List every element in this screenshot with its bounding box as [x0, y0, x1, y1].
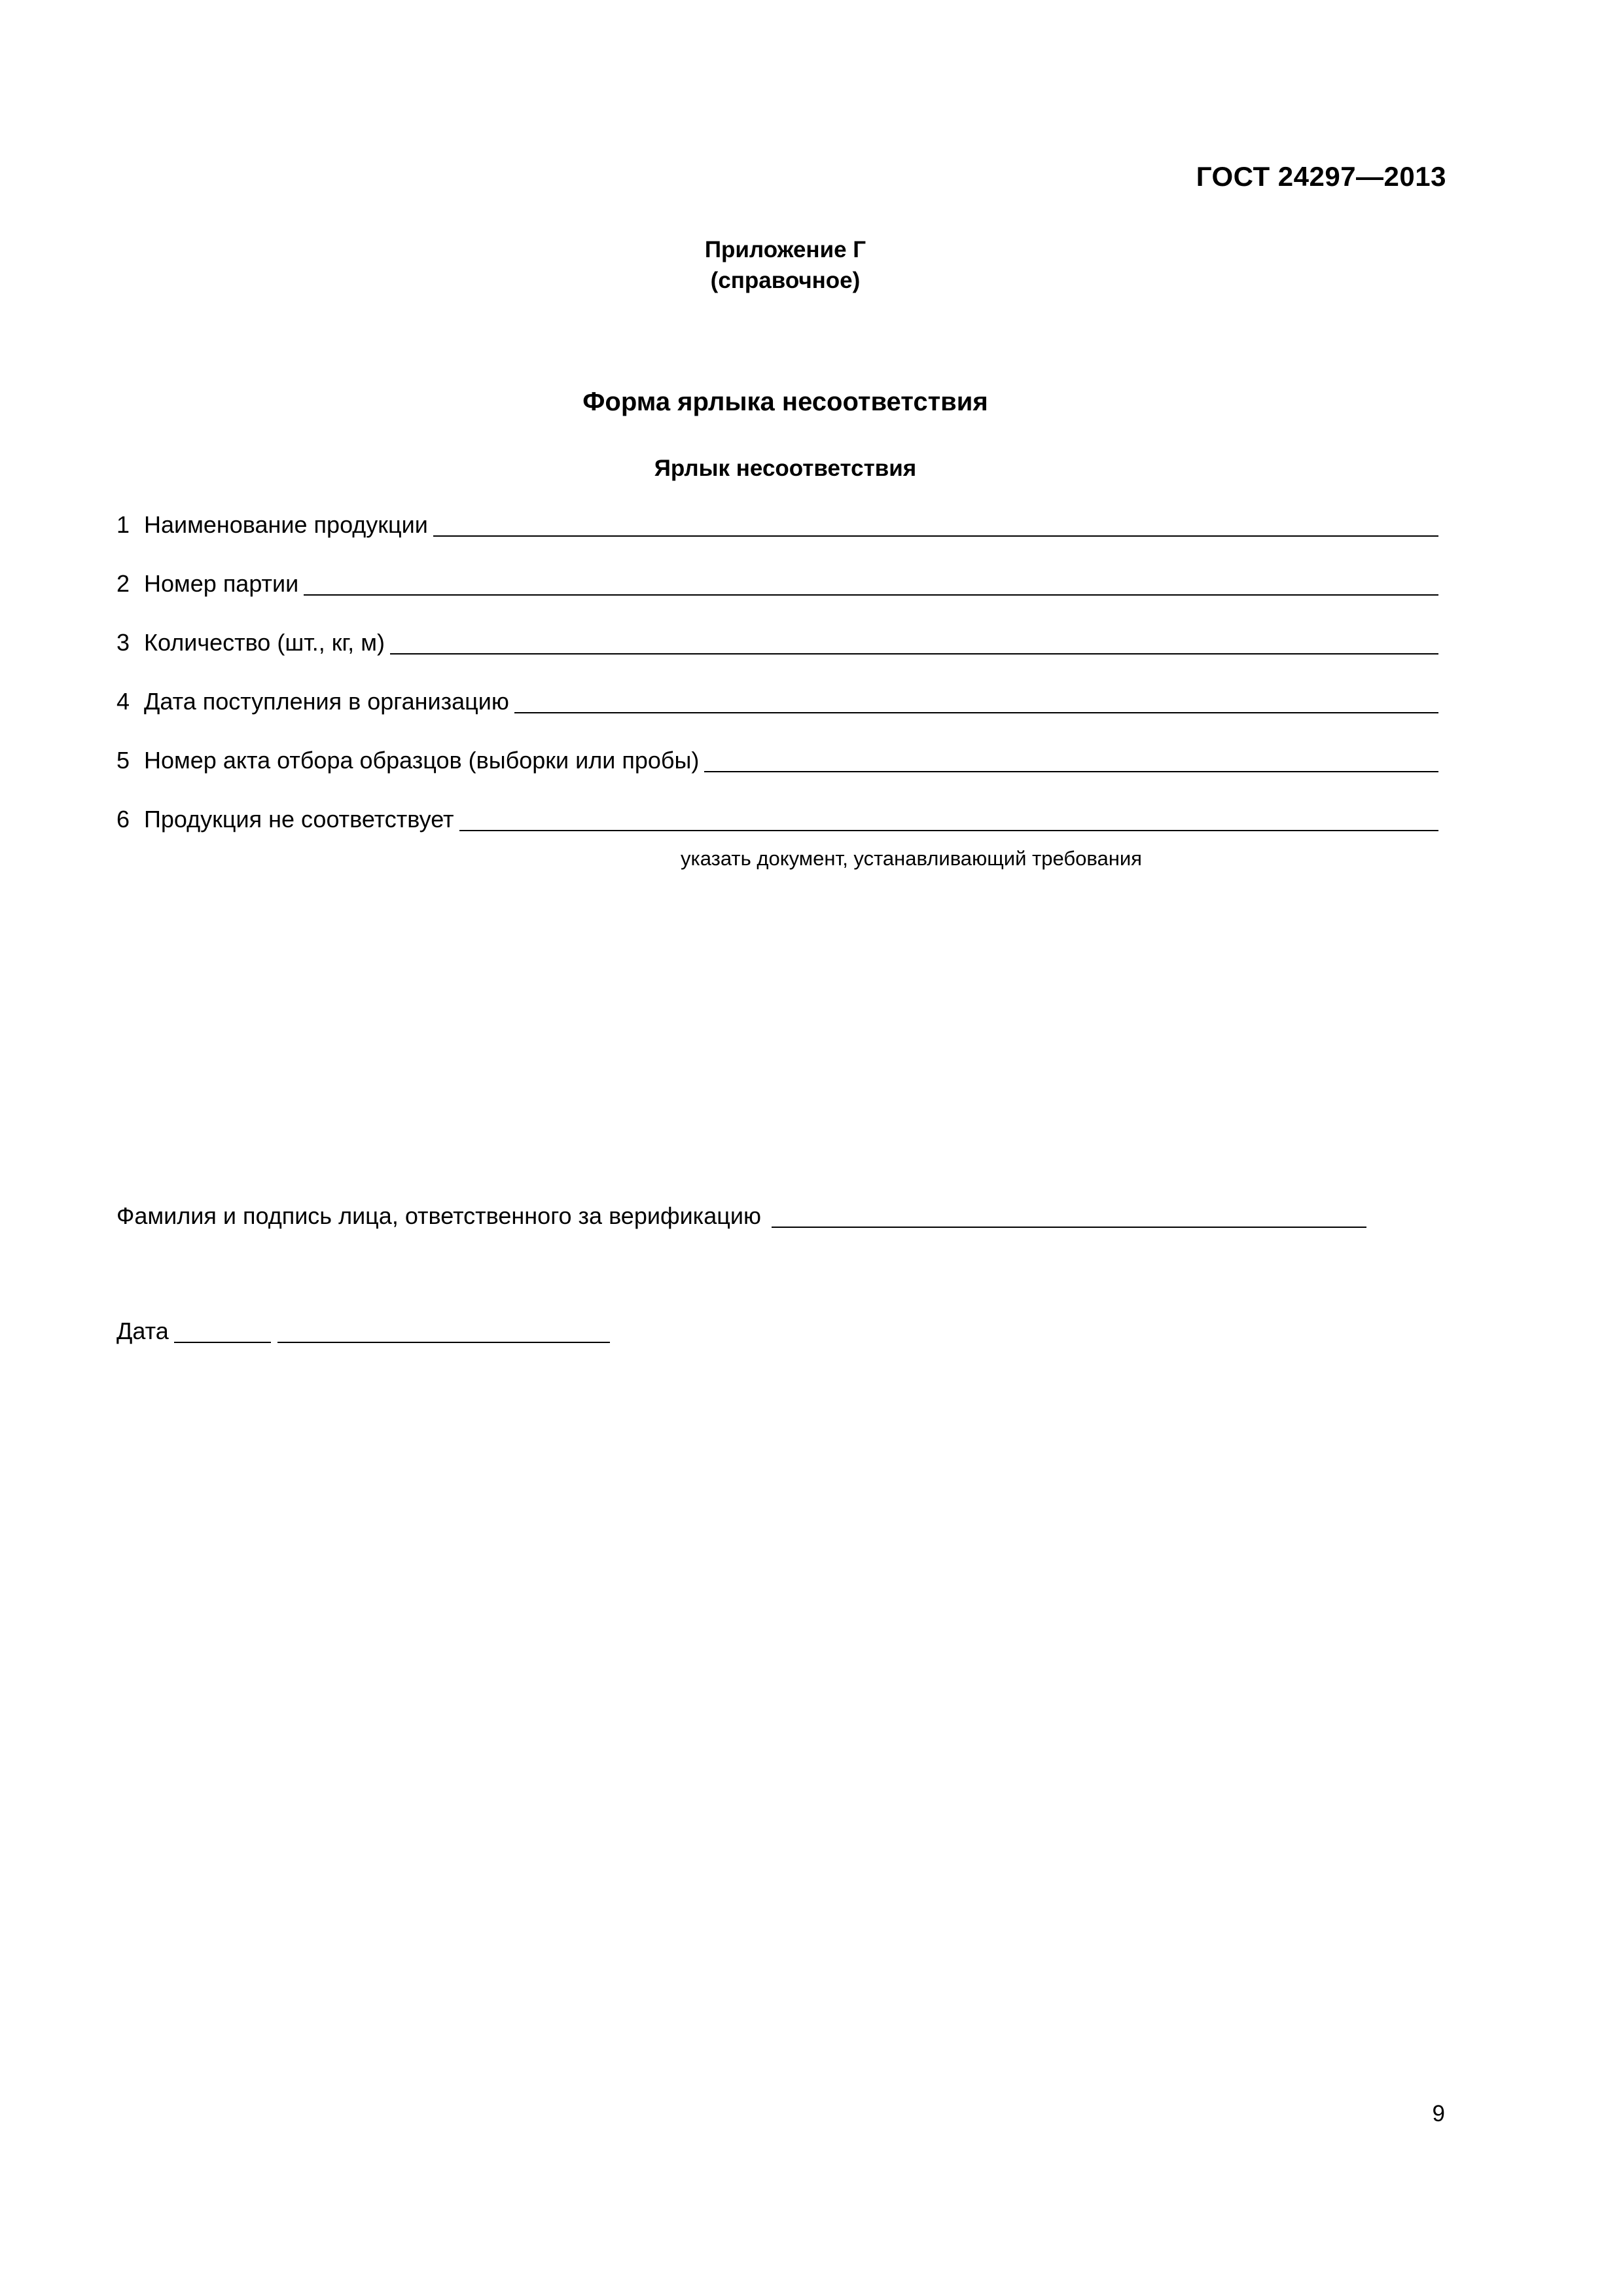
field-label: Количество (шт., кг, м) — [144, 629, 385, 656]
nonconformity-field[interactable] — [459, 808, 1438, 831]
field-row-sampling-act — [116, 746, 1438, 775]
form-title: Форма ярлыка несоответствия — [582, 387, 988, 416]
date-row — [116, 1317, 610, 1346]
nonconformity-hint: указать документ, устанавливающий требования — [681, 847, 1142, 870]
field-label: Номер партии — [144, 570, 299, 597]
field-row-batch-number — [116, 569, 1438, 598]
field-row-product-name — [116, 511, 1438, 539]
label-title: Ярлык несоответствия — [654, 456, 917, 481]
date-field[interactable] — [174, 1319, 271, 1343]
field-number: 1 — [116, 511, 130, 538]
field-label: Дата поступления в организацию — [144, 688, 509, 715]
signature-field[interactable] — [772, 1204, 1366, 1228]
signature-label: Фамилия и подпись лица, ответственного за верификацию — [116, 1202, 761, 1229]
batch-number-field[interactable] — [304, 572, 1438, 596]
field-number: 2 — [116, 570, 130, 597]
standard-number: ГОСТ 24297—2013 — [1196, 161, 1446, 192]
receipt-date-field[interactable] — [514, 690, 1438, 713]
quantity-field[interactable] — [390, 631, 1438, 655]
appendix-title: Приложение Г — [704, 237, 866, 262]
appendix-heading — [681, 234, 890, 296]
field-number: 3 — [116, 629, 130, 656]
field-number: 5 — [116, 747, 130, 774]
field-row-quantity — [116, 628, 1438, 657]
field-label: Наименование продукции — [144, 511, 428, 538]
product-name-field[interactable] — [433, 513, 1438, 537]
appendix-type: (справочное) — [710, 268, 861, 293]
date-field-extended[interactable] — [277, 1319, 610, 1343]
field-label: Номер акта отбора образцов (выборки или пробы) — [144, 747, 700, 774]
field-number: 6 — [116, 806, 130, 833]
date-label: Дата — [116, 1318, 169, 1344]
signature-row — [116, 1202, 1366, 1230]
page-number: 9 — [1432, 2101, 1445, 2126]
sampling-act-field[interactable] — [704, 749, 1438, 772]
field-row-nonconformity — [116, 805, 1438, 834]
field-label: Продукция не соответствует — [144, 806, 454, 833]
field-row-receipt-date — [116, 687, 1438, 716]
field-number: 4 — [116, 688, 130, 715]
